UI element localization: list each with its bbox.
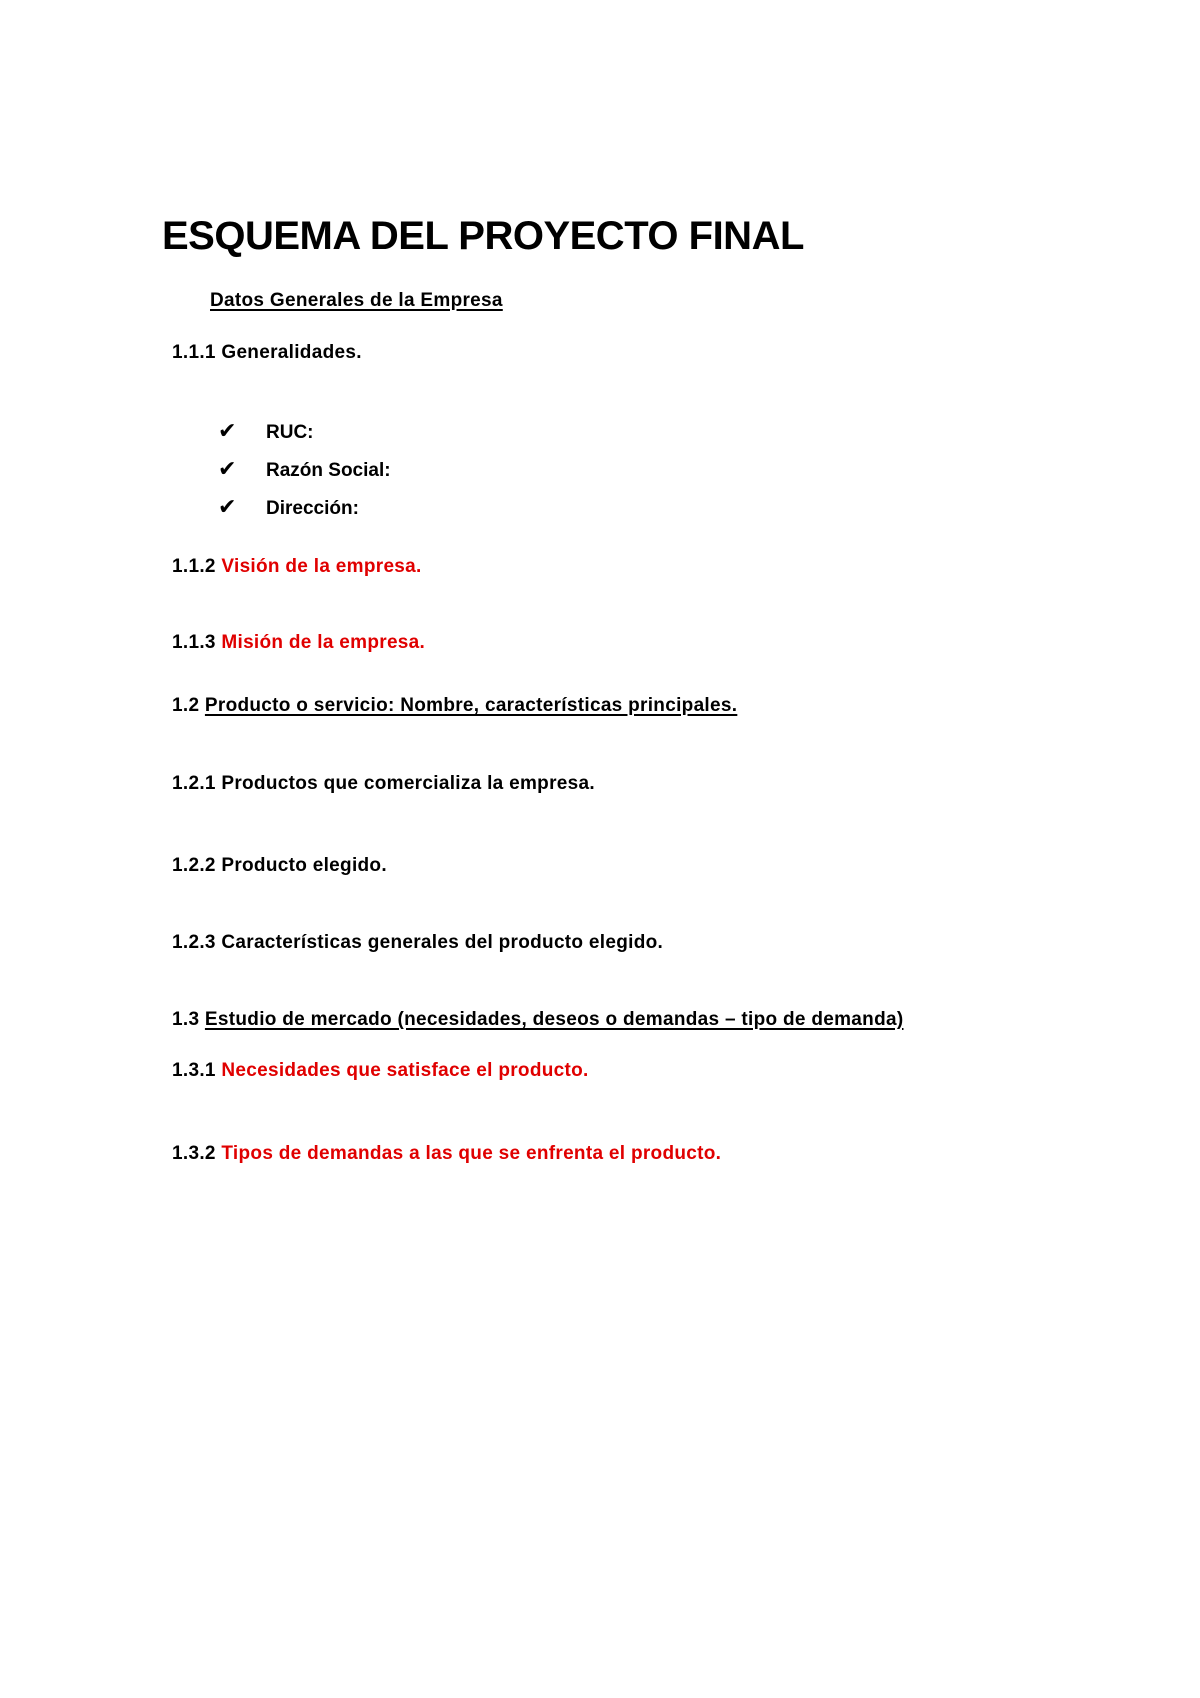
section-1-1-3 [172, 632, 425, 654]
checklist-label: Razón Social: [266, 460, 391, 481]
section-1-3 [172, 1009, 903, 1031]
section-text: Productos que comercializa la empresa. [221, 773, 595, 794]
section-text: Generalidades. [221, 342, 362, 363]
section-1-3-1 [172, 1060, 589, 1082]
document-title: ESQUEMA DEL PROYECTO FINAL [162, 214, 804, 258]
section-number: 1.2 [172, 695, 200, 716]
section-1-2-3 [172, 932, 663, 954]
section-subtitle: Datos Generales de la Empresa [210, 290, 503, 311]
section-number: 1.3 [172, 1009, 200, 1030]
section-1-1-2 [172, 556, 422, 578]
check-icon: ✔ [218, 419, 237, 444]
section-1-1-1 [172, 342, 362, 364]
section-1-2 [172, 695, 737, 717]
section-1-2-2 [172, 855, 387, 877]
check-icon: ✔ [218, 495, 237, 520]
section-number: 1.2.1 [172, 773, 216, 794]
check-icon: ✔ [218, 457, 237, 482]
checklist-label: Dirección: [266, 498, 359, 519]
section-text: Necesidades que satisface el producto. [221, 1060, 589, 1081]
checklist-item-razon-social [218, 457, 391, 482]
checklist-item-ruc [218, 419, 314, 444]
section-number: 1.1.1 [172, 342, 216, 363]
section-number: 1.3.1 [172, 1060, 216, 1081]
section-1-2-1 [172, 773, 595, 795]
section-text: Producto elegido. [221, 855, 387, 876]
section-number: 1.3.2 [172, 1143, 216, 1164]
section-number: 1.1.2 [172, 556, 216, 577]
section-text: Estudio de mercado (necesidades, deseos o demandas – tipo de demanda) [204, 1009, 904, 1030]
section-number: 1.2.3 [172, 932, 216, 953]
section-text: Producto o servicio: Nombre, características principales. [204, 695, 738, 716]
section-text: Visión de la empresa. [221, 556, 422, 577]
section-text: Tipos de demandas a las que se enfrenta el producto. [221, 1143, 722, 1164]
section-text: Características generales del producto elegido. [221, 932, 664, 953]
section-1-3-2 [172, 1143, 721, 1165]
section-number: 1.1.3 [172, 632, 216, 653]
section-text: Misión de la empresa. [221, 632, 426, 653]
checklist-item-direccion [218, 495, 359, 520]
section-number: 1.2.2 [172, 855, 216, 876]
checklist-label: RUC: [266, 422, 314, 443]
